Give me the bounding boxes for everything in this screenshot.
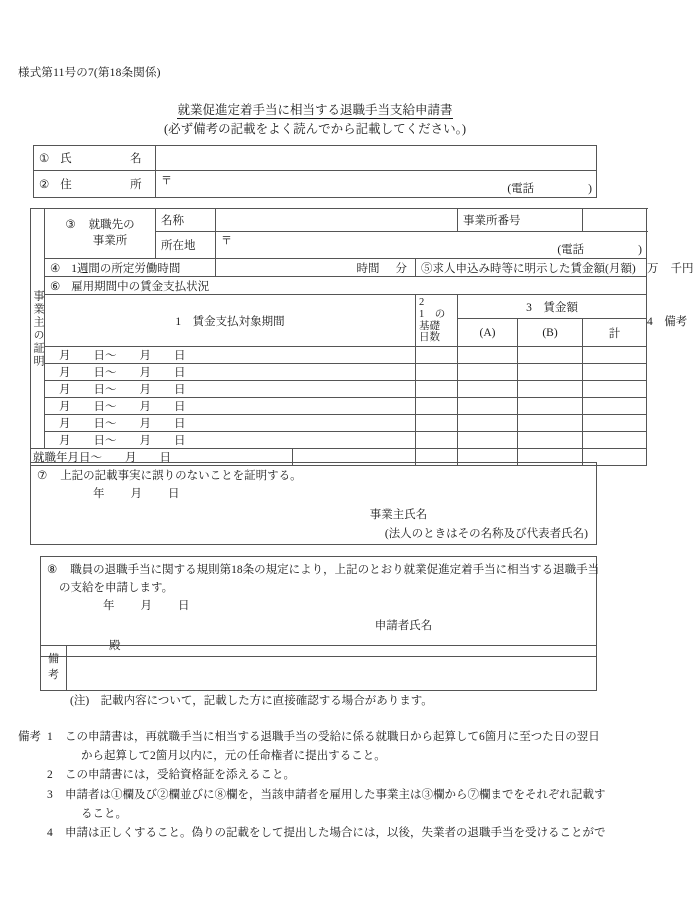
instruction-number: 2: [47, 769, 53, 782]
wage-column-total-text: 計: [608, 327, 621, 340]
wage-a-cell[interactable]: [458, 398, 518, 415]
instruction-line1: この申請書は，再就職手当に相当する退職手当の受給に係る就職日から起算して6箇月に至つた日の翌日: [65, 731, 600, 743]
remarks-box-input[interactable]: [67, 646, 597, 691]
list-item: [47, 766, 618, 785]
wage-total-cell[interactable]: [583, 432, 647, 449]
wage-a-cell[interactable]: [458, 381, 518, 398]
period-column-header: [45, 295, 416, 347]
man-unit: 万: [647, 262, 659, 275]
remarks-box-label-line1: 備: [48, 653, 59, 666]
table-row: [34, 146, 597, 171]
application-cell: [41, 557, 600, 657]
base-days-cell[interactable]: [416, 398, 458, 415]
application-statement-line1: [47, 562, 600, 580]
form-number: 様式第11号の7(第18条関係): [18, 67, 161, 79]
wage-amount-group-header-text: 3 賃金額: [526, 301, 578, 314]
workplace-address-label-text: 所在地: [161, 240, 196, 252]
wage-a-cell[interactable]: [458, 415, 518, 432]
period-cell-text: 月 日〜 月 日: [59, 435, 186, 447]
table-row: [34, 171, 597, 198]
address-input-cell[interactable]: [156, 171, 597, 198]
wage-a-cell[interactable]: [458, 432, 518, 449]
name-label-cell: [34, 146, 156, 171]
workplace-phone-close-paren: ): [638, 244, 643, 256]
wage-column-b-text: (B): [542, 326, 558, 339]
table-row: [31, 364, 647, 381]
wage-b-cell[interactable]: [518, 415, 583, 432]
addressee-label: 殿: [109, 640, 121, 653]
table-row: [31, 209, 647, 232]
instruction-line1: 申請は正しくすること。偽りの記載をして提出した場合には，以後，失業者の退職手当を受けることがで: [65, 827, 606, 840]
minutes-unit: 分: [395, 262, 407, 275]
base-days-line2: 1 の: [419, 308, 446, 320]
applicant-identity-table: [33, 145, 597, 198]
table-row: [31, 415, 647, 432]
certification-statement-box: [30, 462, 597, 545]
remarks-box-label-line2: 考: [48, 669, 59, 681]
instruction-number: 1: [47, 731, 53, 743]
instruction-line2: から起算して2箇月以内に，元の任命権者に提出すること。: [81, 749, 386, 762]
table-row: [41, 646, 597, 691]
wage-b-cell[interactable]: [518, 347, 583, 364]
phone-close-paren: ): [588, 183, 592, 195]
application-number: ⑧: [47, 564, 58, 576]
wage-b-cell[interactable]: [518, 432, 583, 449]
base-days-line4: 日数: [419, 332, 440, 344]
address-row-label: 住 所: [60, 179, 148, 191]
wage-amount-group-header: [458, 295, 647, 319]
office-number-label: [458, 209, 583, 232]
instruction-line1: この申請書には，受給資格証を添えること。: [65, 769, 295, 782]
workplace-label-line1: 就職先の: [88, 218, 135, 231]
table-row: [31, 277, 647, 295]
workplace-postal-mark: 〒: [221, 235, 232, 247]
period-cell-text: 月 日〜 月 日: [59, 367, 186, 379]
base-days-cell[interactable]: [416, 347, 458, 364]
instruction-line1: 申請者は①欄及び②欄並びに⑧欄を，当該申請者を雇用した事業主は③欄から⑦欄までをそれぞれ記載す: [65, 788, 606, 801]
application-date-line[interactable]: [47, 598, 590, 616]
workplace-label-cell: [45, 209, 156, 259]
page-title: [0, 100, 630, 118]
workplace-address-label: [156, 232, 216, 259]
workplace-address-input[interactable]: [216, 232, 647, 259]
offered-wage-label: [416, 259, 647, 277]
certification-month-label: 月: [130, 487, 142, 500]
office-number-input[interactable]: [583, 209, 647, 232]
remarks-input-box: [40, 645, 597, 691]
confirmation-note: (注) 記載内容について，記載した方に直接確認する場合があります。: [70, 695, 433, 707]
phone-open-paren: (電話: [507, 183, 535, 195]
certification-year-label: 年: [93, 487, 105, 500]
employment-date-period-text: 就職年月日〜 月 日: [33, 452, 171, 464]
offered-wage-label-text: ⑤求人申込み時等に明示した賃金額(月額): [421, 262, 636, 275]
wage-a-cell[interactable]: [458, 347, 518, 364]
list-item: [47, 728, 618, 765]
wage-b-cell[interactable]: [518, 381, 583, 398]
base-days-cell[interactable]: [416, 364, 458, 381]
period-cell-text: 月 日〜 月 日: [59, 401, 186, 413]
base-days-cell[interactable]: [416, 432, 458, 449]
table-row: 1 賃金支払対象期間 2 1 の 基礎 日数 3 賃金額 4 備考: [31, 295, 647, 319]
period-cell-text: 月 日〜 月 日: [59, 350, 186, 362]
wage-total-cell[interactable]: [583, 398, 647, 415]
workplace-name-label-text: 名称: [161, 215, 184, 227]
name-input-cell[interactable]: [156, 146, 597, 171]
wage-b-cell[interactable]: [518, 398, 583, 415]
period-cell[interactable]: [45, 415, 416, 432]
application-statement-box: [40, 556, 600, 657]
wage-status-row-number: ⑥: [50, 280, 61, 293]
name-row-number: ①: [39, 153, 50, 165]
workplace-label-line2: 事業所: [92, 234, 128, 247]
wage-total-cell[interactable]: [583, 347, 647, 364]
period-cell[interactable]: [45, 347, 416, 364]
wage-total-cell[interactable]: [583, 381, 647, 398]
instruction-number: 3: [47, 788, 53, 801]
period-cell-text: 月 日〜 月 日: [59, 384, 186, 396]
applicant-phone-hint: [507, 180, 592, 196]
wage-status-label: 雇用期間中の賃金支払状況: [71, 280, 210, 293]
certification-statement-line: [37, 468, 590, 486]
form-instructions: [18, 728, 618, 844]
period-cell[interactable]: [45, 364, 416, 381]
application-day-label: 日: [178, 599, 190, 612]
wage-column-b-header: [518, 319, 583, 347]
list-item: [47, 786, 618, 823]
employer-certification-table: [30, 208, 694, 466]
weekly-hours-input[interactable]: [216, 259, 416, 277]
application-text-line2: の支給を申請します。: [59, 581, 174, 594]
workplace-name-label: [156, 209, 216, 232]
wage-a-cell[interactable]: [458, 364, 518, 381]
page-title-text: 就業促進定着手当に相当する退職手当支給申請書: [177, 103, 453, 117]
office-number-label-text: 事業所番号: [463, 215, 521, 227]
certification-text: 上記の記載事実に誤りのないことを証明する。: [60, 470, 302, 482]
hours-unit: 時間: [356, 262, 380, 275]
employer-signature-note: (法人のときはその名称及び代表者氏名): [384, 528, 588, 541]
table-row: [31, 432, 647, 449]
postal-code-mark: 〒: [161, 175, 172, 187]
base-days-header-stack: [416, 295, 457, 346]
application-year-label: 年: [103, 599, 115, 612]
wage-b-cell[interactable]: [518, 364, 583, 381]
workplace-phone-open-paren: (電話: [557, 244, 585, 256]
period-cell-text: 月 日〜 月 日: [59, 418, 186, 430]
instructions-list: [18, 728, 618, 843]
table-row: [31, 398, 647, 415]
base-days-line3: 基礎: [419, 320, 440, 332]
table-row: [41, 557, 597, 657]
wage-total-cell[interactable]: [583, 415, 647, 432]
workplace-name-input[interactable]: [216, 209, 458, 232]
remarks-box-label: [41, 646, 67, 691]
address-row-number: ②: [39, 179, 50, 191]
period-cell[interactable]: [45, 432, 416, 449]
instructions-heading: 備考: [18, 731, 41, 743]
sen-yen-unit: 千円: [670, 262, 694, 275]
employer-signature-label: 事業主氏名: [369, 508, 428, 521]
workplace-phone-hint: [557, 241, 642, 257]
address-label-cell: [34, 171, 156, 198]
period-cell[interactable]: [45, 381, 416, 398]
wage-column-a-text: (A): [479, 326, 496, 339]
wage-column-a-header: [458, 319, 518, 347]
employer-certification-vertical-label: [31, 209, 45, 449]
instruction-number: 4: [47, 827, 53, 840]
period-cell[interactable]: [45, 398, 416, 415]
wage-status-header: [45, 277, 647, 295]
table-row: [31, 259, 647, 277]
vertical-label-text: 事業主の証明: [32, 289, 44, 368]
list-item: [47, 824, 618, 843]
certification-day-label: 日: [168, 487, 180, 500]
applicant-signature-label: 申請者氏名: [374, 620, 433, 633]
name-row-label: 氏 名: [60, 153, 148, 165]
period-column-header-text: 1 賃金支払対象期間: [175, 315, 285, 328]
table-row: [31, 347, 647, 364]
base-days-cell[interactable]: [416, 381, 458, 398]
weekly-hours-label-text: 1週間の所定労働時間: [71, 262, 181, 275]
base-days-column-header: [416, 295, 458, 347]
instruction-line2: ること。: [81, 807, 127, 820]
workplace-row-number: ③: [65, 218, 76, 231]
application-month-label: 月: [140, 599, 152, 612]
table-row: [31, 381, 647, 398]
certification-cell: [31, 463, 597, 545]
certification-number: ⑦: [37, 470, 48, 482]
base-days-cell[interactable]: [416, 415, 458, 432]
application-text-line1: 職員の退職手当に関する規則第18条の規定により，上記のとおり就業促進定着手当に相当する退職手当: [70, 564, 600, 576]
page-subtitle: (必ず備考の記載をよく読んでから記載してください。): [163, 122, 467, 136]
wage-column-total-header: [583, 319, 647, 347]
weekly-hours-label: [45, 259, 216, 277]
table-row: [31, 463, 597, 545]
weekly-hours-row-number: ④: [50, 262, 61, 275]
certification-date-line[interactable]: [37, 486, 590, 504]
wage-total-cell[interactable]: [583, 364, 647, 381]
base-days-line1: 2: [419, 297, 425, 308]
